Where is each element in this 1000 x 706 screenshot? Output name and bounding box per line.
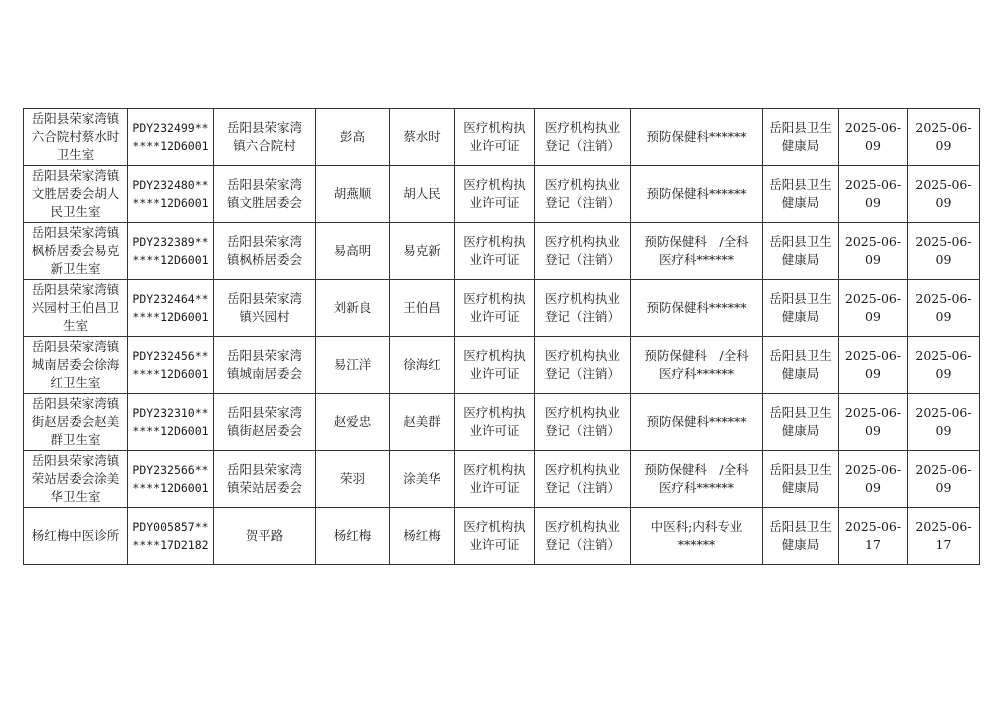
cell-date2: 2025-06- 09	[908, 451, 980, 508]
cell-code: PDY005857** ****17D2182	[128, 508, 214, 565]
cell-dept: 预防保健科 /全科 医疗科******	[631, 223, 763, 280]
cell-date2: 2025-06- 09	[908, 280, 980, 337]
cell-legal: 彭高	[316, 109, 390, 166]
cell-name: 岳阳县荣家湾镇 城南居委会徐海 红卫生室	[24, 337, 128, 394]
cell-head: 蔡水时	[390, 109, 455, 166]
cell-authority: 岳阳县卫生 健康局	[763, 223, 839, 280]
cell-item: 医疗机构执业 登记（注销）	[535, 394, 631, 451]
cell-address: 岳阳县荣家湾 镇兴园村	[214, 280, 316, 337]
cell-address: 岳阳县荣家湾 镇六合院村	[214, 109, 316, 166]
cell-dept: 预防保健科******	[631, 394, 763, 451]
cell-head: 涂美华	[390, 451, 455, 508]
cell-item: 医疗机构执业 登记（注销）	[535, 280, 631, 337]
cell-name: 岳阳县荣家湾镇 兴园村王伯昌卫 生室	[24, 280, 128, 337]
cell-address: 岳阳县荣家湾 镇文胜居委会	[214, 166, 316, 223]
cell-legal: 易高明	[316, 223, 390, 280]
cell-head: 易克新	[390, 223, 455, 280]
cell-legal: 荣羽	[316, 451, 390, 508]
cell-dept: 预防保健科******	[631, 109, 763, 166]
cell-legal: 赵爱忠	[316, 394, 390, 451]
table-row	[24, 166, 980, 223]
cell-license: 医疗机构执 业许可证	[455, 337, 535, 394]
cell-date2: 2025-06- 09	[908, 394, 980, 451]
cell-authority: 岳阳县卫生 健康局	[763, 337, 839, 394]
cell-authority: 岳阳县卫生 健康局	[763, 451, 839, 508]
cell-date2: 2025-06- 09	[908, 166, 980, 223]
cell-address: 岳阳县荣家湾 镇街赵居委会	[214, 394, 316, 451]
cell-code: PDY232389** ****12D6001	[128, 223, 214, 280]
cell-name: 岳阳县荣家湾镇 街赵居委会赵美 群卫生室	[24, 394, 128, 451]
cell-item: 医疗机构执业 登记（注销）	[535, 223, 631, 280]
table-row	[24, 337, 980, 394]
cell-authority: 岳阳县卫生 健康局	[763, 508, 839, 565]
cell-date1: 2025-06- 17	[839, 508, 908, 565]
cell-name: 岳阳县荣家湾镇 文胜居委会胡人 民卫生室	[24, 166, 128, 223]
cell-code: PDY232464** ****12D6001	[128, 280, 214, 337]
cell-head: 赵美群	[390, 394, 455, 451]
cell-legal: 易江洋	[316, 337, 390, 394]
cell-head: 王伯昌	[390, 280, 455, 337]
cell-item: 医疗机构执业 登记（注销）	[535, 166, 631, 223]
cell-name: 岳阳县荣家湾镇 枫桥居委会易克 新卫生室	[24, 223, 128, 280]
cell-date2: 2025-06- 09	[908, 337, 980, 394]
cell-item: 医疗机构执业 登记（注销）	[535, 508, 631, 565]
cell-dept: 预防保健科******	[631, 166, 763, 223]
cell-date1: 2025-06- 09	[839, 280, 908, 337]
registration-table	[23, 108, 980, 565]
cell-item: 医疗机构执业 登记（注销）	[535, 451, 631, 508]
cell-license: 医疗机构执 业许可证	[455, 508, 535, 565]
cell-address: 岳阳县荣家湾 镇城南居委会	[214, 337, 316, 394]
cell-code: PDY232456** ****12D6001	[128, 337, 214, 394]
cell-name: 岳阳县荣家湾镇 六合院村蔡水时 卫生室	[24, 109, 128, 166]
table-row	[24, 508, 980, 565]
cell-authority: 岳阳县卫生 健康局	[763, 394, 839, 451]
cell-date1: 2025-06- 09	[839, 223, 908, 280]
cell-address: 岳阳县荣家湾 镇荣站居委会	[214, 451, 316, 508]
cell-code: PDY232310** ****12D6001	[128, 394, 214, 451]
cell-date1: 2025-06- 09	[839, 337, 908, 394]
cell-dept: 预防保健科 /全科 医疗科******	[631, 451, 763, 508]
cell-license: 医疗机构执 业许可证	[455, 451, 535, 508]
cell-address: 岳阳县荣家湾 镇枫桥居委会	[214, 223, 316, 280]
cell-license: 医疗机构执 业许可证	[455, 223, 535, 280]
cell-head: 杨红梅	[390, 508, 455, 565]
cell-dept: 预防保健科******	[631, 280, 763, 337]
cell-date2: 2025-06- 09	[908, 109, 980, 166]
cell-date1: 2025-06- 09	[839, 394, 908, 451]
table-row	[24, 451, 980, 508]
cell-code: PDY232499** ****12D6001	[128, 109, 214, 166]
table-row	[24, 109, 980, 166]
cell-authority: 岳阳县卫生 健康局	[763, 109, 839, 166]
cell-legal: 杨红梅	[316, 508, 390, 565]
cell-head: 胡人民	[390, 166, 455, 223]
cell-license: 医疗机构执 业许可证	[455, 109, 535, 166]
cell-dept: 中医科;内科专业 ******	[631, 508, 763, 565]
cell-dept: 预防保健科 /全科 医疗科******	[631, 337, 763, 394]
cell-date1: 2025-06- 09	[839, 166, 908, 223]
table-body	[24, 109, 980, 565]
cell-date2: 2025-06- 17	[908, 508, 980, 565]
cell-authority: 岳阳县卫生 健康局	[763, 280, 839, 337]
cell-address: 贺平路	[214, 508, 316, 565]
cell-item: 医疗机构执业 登记（注销）	[535, 109, 631, 166]
cell-license: 医疗机构执 业许可证	[455, 166, 535, 223]
cell-license: 医疗机构执 业许可证	[455, 280, 535, 337]
cell-head: 徐海红	[390, 337, 455, 394]
cell-date2: 2025-06- 09	[908, 223, 980, 280]
cell-code: PDY232566** ****12D6001	[128, 451, 214, 508]
cell-legal: 刘新良	[316, 280, 390, 337]
cell-name: 岳阳县荣家湾镇 荣站居委会涂美 华卫生室	[24, 451, 128, 508]
cell-legal: 胡燕顺	[316, 166, 390, 223]
cell-item: 医疗机构执业 登记（注销）	[535, 337, 631, 394]
cell-authority: 岳阳县卫生 健康局	[763, 166, 839, 223]
table-row	[24, 223, 980, 280]
cell-code: PDY232480** ****12D6001	[128, 166, 214, 223]
cell-name: 杨红梅中医诊所	[24, 508, 128, 565]
table-row	[24, 280, 980, 337]
cell-date1: 2025-06- 09	[839, 109, 908, 166]
cell-date1: 2025-06- 09	[839, 451, 908, 508]
cell-license: 医疗机构执 业许可证	[455, 394, 535, 451]
table-row	[24, 394, 980, 451]
